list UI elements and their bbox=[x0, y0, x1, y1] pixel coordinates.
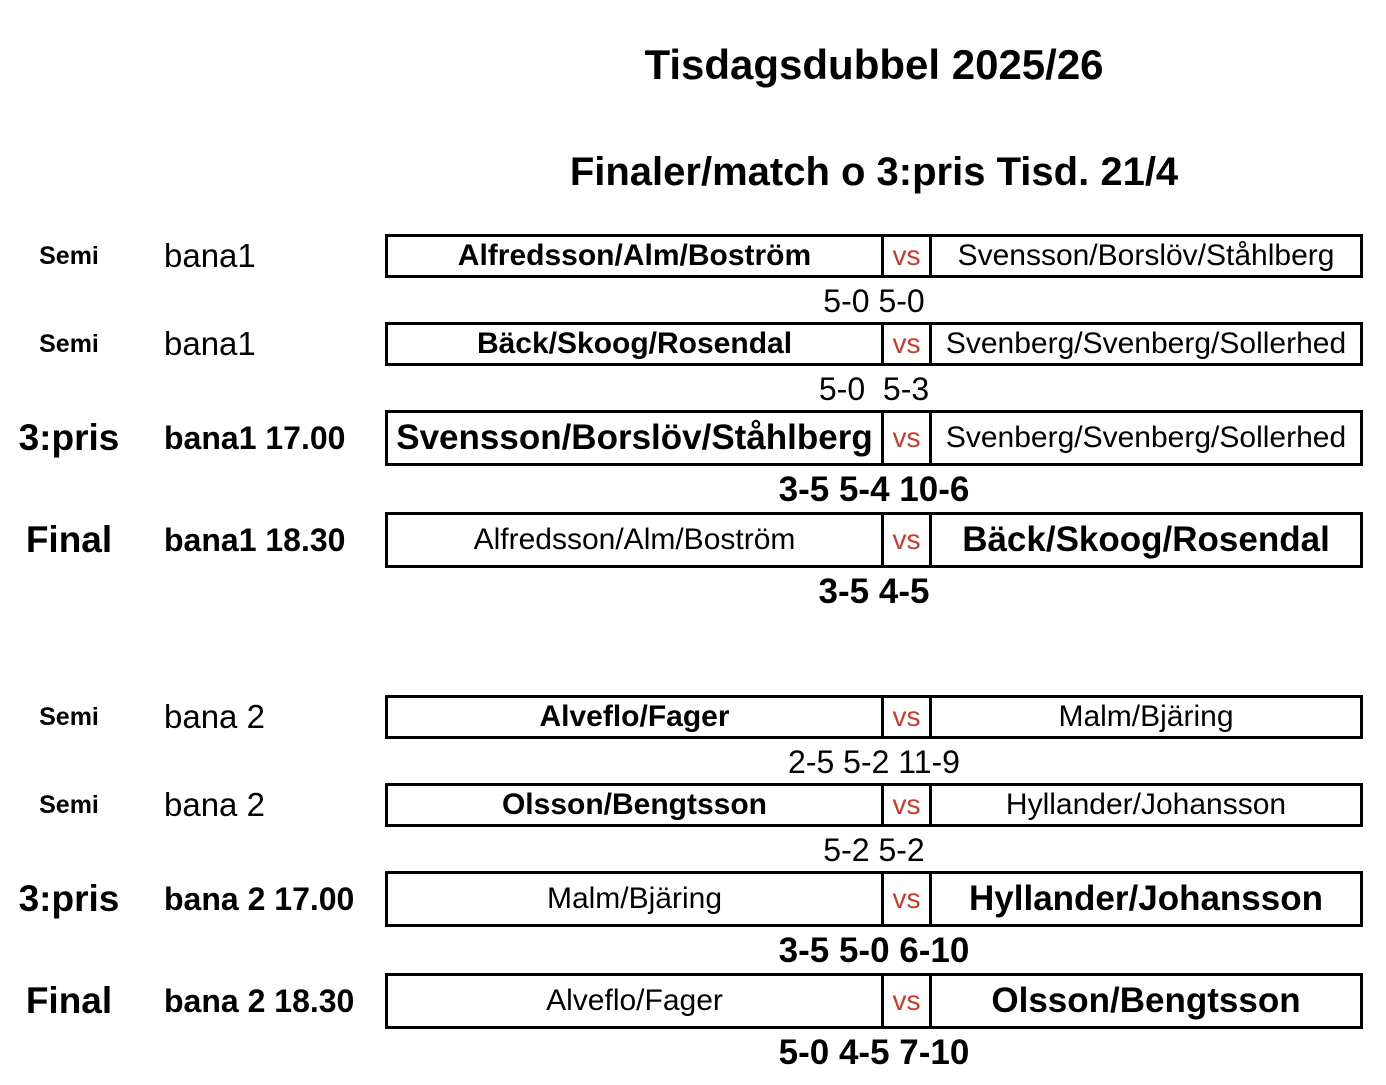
team-left: Svensson/Borslöv/Ståhlberg bbox=[388, 413, 884, 463]
court-label: bana 2 bbox=[164, 786, 265, 824]
match-box bbox=[385, 512, 1363, 568]
vs-label: vs bbox=[884, 874, 932, 924]
stage-label: Semi bbox=[39, 702, 99, 731]
match-row bbox=[0, 512, 1386, 568]
page-subtitle: Finaler/match o 3:pris Tisd. 21/4 bbox=[569, 150, 1179, 195]
court-label: bana1 17.00 bbox=[164, 419, 346, 456]
stage-label: 3:pris bbox=[18, 878, 120, 920]
match-row bbox=[0, 783, 1386, 827]
score-line: 5-0 4-5 7-10 bbox=[778, 1033, 970, 1073]
score-line: 3-5 5-4 10-6 bbox=[778, 470, 970, 510]
score-line: 5-0 5-0 bbox=[823, 283, 925, 320]
match-row bbox=[0, 234, 1386, 278]
match-box bbox=[385, 410, 1363, 466]
court-label: bana 2 bbox=[164, 698, 265, 736]
match-list bbox=[0, 234, 1386, 1072]
score-line: 3-5 4-5 bbox=[818, 572, 930, 612]
team-right: Svenberg/Svenberg/Sollerhed bbox=[945, 327, 1347, 361]
vs-label: vs bbox=[884, 237, 932, 275]
team-left: Alfredsson/Alm/Boström bbox=[388, 515, 884, 565]
team-right: Malm/Bjäring bbox=[1058, 700, 1234, 734]
team-left: Malm/Bjäring bbox=[388, 874, 884, 924]
team-left: Alveflo/Fager bbox=[388, 698, 884, 736]
vs-label: vs bbox=[884, 976, 932, 1026]
court-label: bana1 bbox=[164, 325, 256, 363]
court-label: bana 2 17.00 bbox=[164, 880, 355, 917]
team-right: Svenberg/Svenberg/Sollerhed bbox=[945, 421, 1347, 455]
team-left: Alveflo/Fager bbox=[388, 976, 884, 1026]
stage-label: 3:pris bbox=[18, 417, 120, 459]
team-right: Hyllander/Johansson bbox=[969, 879, 1323, 919]
match-row bbox=[0, 695, 1386, 739]
match-box bbox=[385, 322, 1363, 366]
team-right: Olsson/Bengtsson bbox=[991, 981, 1301, 1021]
match-box bbox=[385, 695, 1363, 739]
team-right: Bäck/Skoog/Rosendal bbox=[962, 520, 1330, 560]
court-label: bana1 bbox=[164, 237, 256, 275]
score-line: 3-5 5-0 6-10 bbox=[778, 931, 970, 971]
stage-label: Final bbox=[25, 980, 113, 1022]
match-row bbox=[0, 871, 1386, 927]
stage-label: Semi bbox=[39, 241, 99, 270]
match-row bbox=[0, 410, 1386, 466]
match-box bbox=[385, 871, 1363, 927]
match-box bbox=[385, 783, 1363, 827]
headings bbox=[368, 0, 1380, 194]
match-box bbox=[385, 234, 1363, 278]
stage-label: Semi bbox=[39, 329, 99, 358]
match-box bbox=[385, 973, 1363, 1029]
team-left: Bäck/Skoog/Rosendal bbox=[388, 325, 884, 363]
score-line: 5-2 5-2 bbox=[823, 832, 925, 869]
score-line: 5-0 5-3 bbox=[818, 371, 930, 408]
court-label: bana 2 18.30 bbox=[164, 982, 355, 1019]
team-left: Olsson/Bengtsson bbox=[388, 786, 884, 824]
team-right: Hyllander/Johansson bbox=[1005, 788, 1287, 822]
vs-label: vs bbox=[884, 413, 932, 463]
match-row bbox=[0, 973, 1386, 1029]
team-right: Svensson/Borslöv/Ståhlberg bbox=[957, 239, 1335, 273]
vs-label: vs bbox=[884, 698, 932, 736]
page-title: Tisdagsdubbel 2025/26 bbox=[644, 41, 1104, 88]
court-label: bana1 18.30 bbox=[164, 521, 346, 558]
stage-label: Semi bbox=[39, 790, 99, 819]
match-row bbox=[0, 322, 1386, 366]
stage-label: Final bbox=[25, 519, 113, 561]
vs-label: vs bbox=[884, 325, 932, 363]
vs-label: vs bbox=[884, 515, 932, 565]
score-line: 2-5 5-2 11-9 bbox=[788, 744, 960, 781]
vs-label: vs bbox=[884, 786, 932, 824]
team-left: Alfredsson/Alm/Boström bbox=[388, 237, 884, 275]
